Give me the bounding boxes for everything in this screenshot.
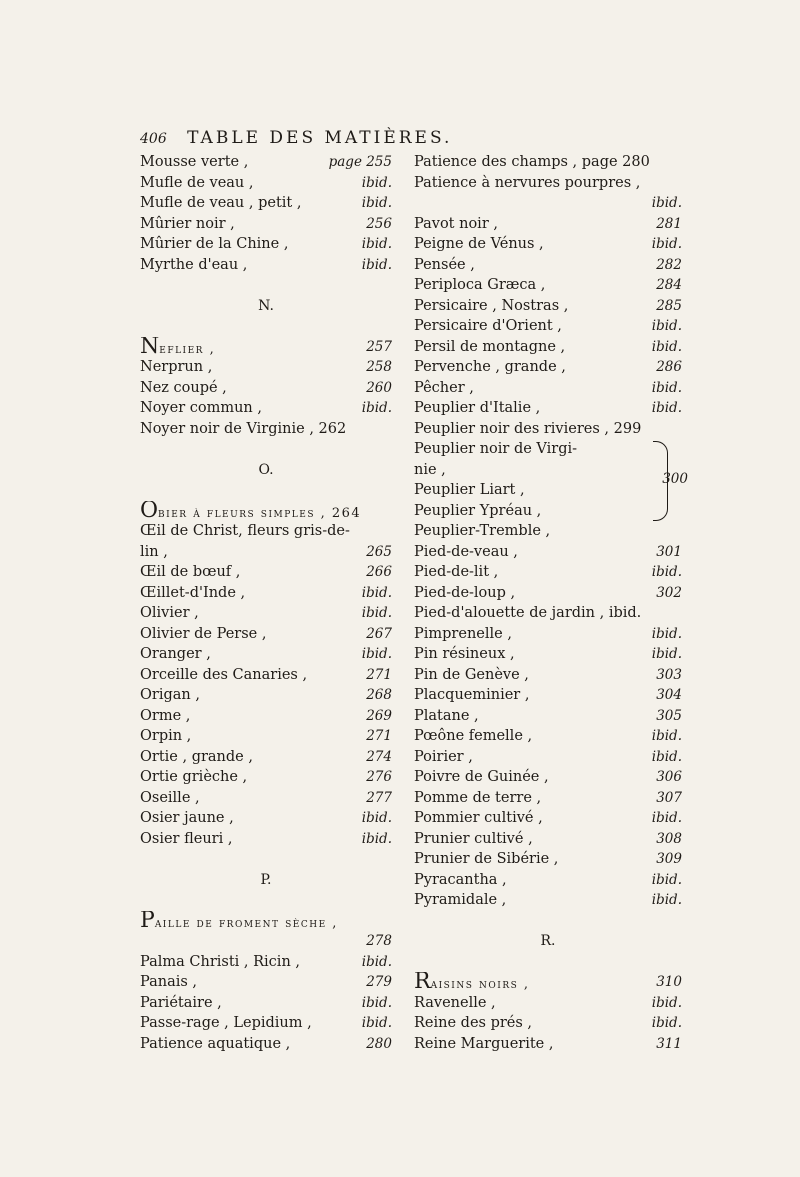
entry-page: ibid.	[651, 892, 682, 908]
entry-page: ibid.	[651, 646, 682, 662]
entry-text: Platane ,	[414, 707, 479, 724]
section-letter: R.	[540, 933, 556, 949]
index-entry	[140, 644, 392, 665]
entry-text: Noyer commun ,	[140, 400, 262, 416]
entry-page: ibid.	[651, 748, 682, 765]
entry-page: 310	[656, 974, 682, 990]
index-entry	[414, 993, 682, 1014]
entry-text: Osier jaune ,	[140, 810, 234, 826]
entry-page: 304	[656, 687, 682, 703]
spacer	[140, 890, 392, 911]
entry-text: Nez coupé ,	[140, 379, 227, 396]
entry-text: Peuplier d'Italie ,	[414, 400, 541, 416]
entry-page: ibid.	[361, 953, 392, 970]
entry-text	[140, 337, 215, 358]
index-entry	[414, 398, 682, 419]
index-entry	[414, 890, 682, 911]
entry-text: Pariétaire ,	[140, 994, 222, 1011]
running-header	[140, 128, 700, 150]
spacer	[140, 275, 392, 296]
entry-page: 285	[656, 297, 682, 314]
entry-page: ibid.	[651, 994, 682, 1011]
entry-page: ibid.	[651, 400, 682, 416]
entry-text: Pied-de-loup ,	[414, 584, 516, 601]
entry-text: Persicaire d'Orient ,	[414, 318, 562, 334]
lead-word: eflier ,	[159, 341, 216, 357]
entry-text: Origan ,	[140, 687, 200, 703]
entry-page: ibid.	[361, 830, 392, 847]
index-column-right	[414, 152, 688, 1054]
entry-page: 267	[366, 625, 392, 642]
entry-text	[140, 501, 361, 522]
entry-page: ibid.	[651, 625, 682, 642]
entry-text: Pavot noir ,	[414, 215, 498, 232]
entry-page: ibid.	[361, 584, 392, 601]
index-entry	[414, 193, 682, 214]
drop-cap: O	[140, 500, 159, 521]
index-entry	[140, 419, 392, 440]
entry-page	[388, 501, 392, 522]
index-entry	[140, 337, 392, 358]
entry-text: Orceille des Canaries ,	[140, 666, 308, 683]
entry-text: Peigne de Vénus ,	[414, 236, 544, 252]
index-entry	[414, 1034, 682, 1055]
entry-text: Patience des champs , page 280	[414, 154, 650, 170]
entry-page: 307	[656, 789, 682, 806]
entry-text: Passe-rage , Lepidium ,	[140, 1015, 312, 1031]
section-letter: O.	[258, 461, 274, 478]
index-entry	[414, 624, 682, 645]
entry-page: 268	[366, 687, 392, 703]
index-entry	[140, 993, 392, 1014]
index-entry	[140, 214, 392, 235]
index-entry	[140, 706, 392, 727]
lead-word: bier à fleurs simples , 264	[158, 505, 362, 521]
entry-page: 257	[366, 338, 392, 355]
entry-text: Oseille ,	[140, 789, 200, 806]
index-entry	[414, 747, 682, 768]
entry-page: 269	[366, 707, 392, 724]
entry-text: Œil de bœuf ,	[140, 564, 241, 580]
entry-page: 276	[366, 769, 392, 785]
entry-text: Persil de montagne ,	[414, 338, 566, 355]
index-entry	[140, 624, 392, 645]
lead-word: aisins noirs ,	[430, 977, 530, 992]
entry-text: Pied-de-veau ,	[414, 543, 518, 560]
index-entry	[414, 255, 682, 276]
entry-text: Patience aquatique ,	[140, 1035, 291, 1052]
index-entry	[414, 214, 682, 235]
index-entry	[414, 501, 682, 522]
entry-page: ibid.	[651, 871, 682, 888]
entry-page	[678, 603, 682, 624]
spacer	[140, 316, 392, 337]
section-letter: P.	[260, 871, 272, 888]
entry-text: Pœône femelle ,	[414, 728, 533, 744]
index-entry	[140, 583, 392, 604]
index-entry	[140, 398, 392, 419]
entry-text: Olivier ,	[140, 605, 199, 621]
entry-page: ibid.	[651, 195, 682, 211]
entry-text: Patience à nervures pourpres ,	[414, 174, 641, 191]
entry-page: 305	[656, 707, 682, 724]
entry-page	[388, 419, 392, 440]
entry-page	[388, 521, 392, 542]
entry-page: ibid.	[361, 236, 392, 252]
lead-word: aille de froment sèche ,	[154, 915, 338, 931]
page-number: 406	[140, 131, 167, 147]
spacer	[414, 911, 682, 932]
entry-text: Pimprenelle ,	[414, 625, 512, 642]
entry-text: Pensée ,	[414, 256, 475, 273]
entry-text: Prunier cultivé ,	[414, 830, 533, 847]
entry-text: Mûrier de la Chine ,	[140, 236, 289, 252]
entry-page: ibid.	[651, 338, 682, 355]
entry-text: Placqueminier ,	[414, 687, 530, 703]
entry-text: Olivier de Perse ,	[140, 625, 267, 642]
entry-text: Pied-de-lit ,	[414, 564, 499, 580]
page-title: TABLE DES MATIÈRES.	[187, 128, 453, 148]
entry-page	[678, 173, 682, 194]
index-entry	[414, 357, 682, 378]
index-entry	[414, 808, 682, 829]
entry-text: Myrthe d'eau ,	[140, 256, 248, 273]
entry-page: ibid.	[361, 256, 392, 273]
index-entry	[414, 562, 682, 583]
entry-page: 277	[366, 789, 392, 806]
entry-text: Periploca Græca ,	[414, 277, 546, 293]
index-entry	[140, 357, 392, 378]
index-entry	[414, 542, 682, 563]
entry-text: lin ,	[140, 543, 168, 560]
index-entry	[140, 234, 392, 255]
index-entry	[414, 829, 682, 850]
entry-text: Peuplier Liart ,	[414, 482, 525, 498]
entry-text: Persicaire , Nostras ,	[414, 297, 569, 314]
entry-page: 258	[366, 359, 392, 375]
entry-page: page 255	[328, 154, 392, 170]
index-entry	[140, 521, 392, 542]
entry-text: Nerprun ,	[140, 359, 213, 375]
index-entry	[414, 275, 682, 296]
index-entry	[414, 1013, 682, 1034]
entry-page: 256	[366, 215, 392, 232]
entry-page: ibid.	[361, 1015, 392, 1031]
entry-page: ibid.	[361, 174, 392, 191]
entry-page: 281	[656, 215, 682, 232]
entry-text: Mousse verte ,	[140, 154, 249, 170]
entry-page: ibid.	[651, 379, 682, 396]
index-entry	[414, 726, 682, 747]
entry-text	[140, 911, 338, 932]
index-entry	[414, 870, 682, 891]
index-entry	[140, 603, 392, 624]
index-entry	[140, 562, 392, 583]
entry-text: Panais ,	[140, 974, 198, 990]
entry-page: 266	[366, 564, 392, 580]
index-entry	[414, 706, 682, 727]
entry-text: Pomme de terre ,	[414, 789, 542, 806]
entry-page: ibid.	[361, 605, 392, 621]
entry-text: Mûrier noir ,	[140, 215, 235, 232]
entry-text: Pin résineux ,	[414, 646, 515, 662]
entry-text: Oranger ,	[140, 646, 211, 662]
entry-text: Œil de Christ, fleurs gris-de-	[140, 523, 350, 539]
index-entry	[140, 665, 392, 686]
entry-text: Mufle de veau , petit ,	[140, 195, 302, 211]
index-entry	[140, 972, 392, 993]
entry-text: Noyer noir de Virginie , 262	[140, 420, 347, 437]
spacer	[414, 952, 682, 973]
entry-text: Osier fleuri ,	[140, 830, 233, 847]
entry-page: 309	[656, 851, 682, 867]
index-entry	[414, 767, 682, 788]
index-entry	[414, 788, 682, 809]
index-entry	[414, 685, 682, 706]
index-entry	[414, 972, 682, 993]
entry-page: 260	[366, 379, 392, 396]
entry-page: 271	[366, 666, 392, 683]
entry-text: Reine des prés ,	[414, 1015, 533, 1031]
index-entry	[414, 378, 682, 399]
entry-page	[388, 911, 392, 932]
index-entry	[140, 911, 392, 932]
entry-page: ibid.	[651, 236, 682, 252]
entry-page: 301	[656, 543, 682, 560]
index-entry	[140, 501, 392, 522]
entry-page: ibid.	[651, 318, 682, 334]
entry-page: 284	[656, 277, 682, 293]
entry-text	[414, 972, 530, 993]
index-entry	[140, 1034, 392, 1055]
entry-page: ibid.	[361, 994, 392, 1011]
entry-page: 278	[366, 933, 392, 949]
entry-page: 300	[662, 471, 688, 487]
entry-page: ibid.	[651, 564, 682, 580]
index-entry	[414, 603, 682, 624]
index-entry	[414, 152, 682, 173]
entry-text: Pied-d'alouette de jardin , ibid.	[414, 605, 642, 621]
index-entry	[414, 173, 682, 194]
index-entry	[414, 234, 682, 255]
index-entry	[140, 747, 392, 768]
index-entry	[140, 952, 392, 973]
index-entry	[414, 583, 682, 604]
entry-text: nie ,	[414, 461, 446, 478]
index-entry	[414, 480, 682, 501]
index-entry	[414, 521, 682, 542]
entry-text: Peuplier-Tremble ,	[414, 523, 551, 539]
index-entry	[414, 337, 682, 358]
entry-page: 303	[656, 666, 682, 683]
entry-page	[678, 419, 682, 440]
index-entry	[414, 849, 682, 870]
entry-text: Peuplier Ypréau ,	[414, 502, 542, 519]
entry-page: 271	[366, 728, 392, 744]
entry-text: Pin de Genève ,	[414, 666, 529, 683]
entry-text: Orpin ,	[140, 728, 192, 744]
drop-cap: P	[140, 910, 155, 931]
index-entry	[414, 665, 682, 686]
index-entry	[414, 439, 682, 460]
brace-group	[414, 439, 688, 542]
index-entry	[140, 173, 392, 194]
entry-page: 306	[656, 769, 682, 785]
drop-cap: R	[414, 972, 431, 993]
entry-page: 280	[366, 1035, 392, 1052]
entry-page: ibid.	[361, 810, 392, 826]
entry-text: Poirier ,	[414, 748, 473, 765]
index-entry	[414, 419, 682, 440]
entry-text: Peuplier noir de Virgi-	[414, 441, 578, 457]
entry-page: 265	[366, 543, 392, 560]
entry-page	[678, 152, 682, 173]
entry-text: Pyracantha ,	[414, 871, 507, 888]
entry-text: Ravenelle ,	[414, 994, 496, 1011]
drop-cap: N	[140, 336, 160, 357]
entry-page: ibid.	[651, 728, 682, 744]
index-entry	[140, 378, 392, 399]
index-entry	[140, 829, 392, 850]
spacer	[140, 439, 392, 460]
entry-text: Ortie grièche ,	[140, 769, 248, 785]
entry-text: Pyramidale ,	[414, 892, 507, 908]
index-entry	[140, 767, 392, 788]
entry-text: Ortie , grande ,	[140, 748, 253, 765]
section-letter: N.	[258, 297, 274, 314]
entry-page: 279	[366, 974, 392, 990]
entry-page: 311	[656, 1035, 682, 1052]
index-column-left	[140, 152, 392, 1054]
entry-text: Pêcher ,	[414, 379, 474, 396]
entry-page: 274	[366, 748, 392, 765]
entry-text: Pommier cultivé ,	[414, 810, 543, 826]
entry-text: Œillet-d'Inde ,	[140, 584, 246, 601]
index-entry	[414, 296, 682, 317]
index-entry	[140, 808, 392, 829]
index-entry	[140, 255, 392, 276]
entry-page: ibid.	[361, 195, 392, 211]
index-entry	[140, 1013, 392, 1034]
entry-text: Prunier de Sibérie ,	[414, 851, 559, 867]
spacer	[140, 480, 392, 501]
entry-text: Mufle de veau ,	[140, 174, 254, 191]
entry-page: ibid.	[651, 810, 682, 826]
entry-text: Poivre de Guinée ,	[414, 769, 549, 785]
entry-page: 302	[656, 584, 682, 601]
entry-page: ibid.	[361, 646, 392, 662]
index-entry	[140, 685, 392, 706]
entry-text: Peuplier noir des rivieres , 299	[414, 420, 642, 437]
index-entry	[414, 316, 682, 337]
entry-text: Orme ,	[140, 707, 191, 724]
entry-text: Reine Marguerite ,	[414, 1035, 554, 1052]
entry-page: 308	[656, 830, 682, 847]
entry-page: 286	[656, 359, 682, 375]
index-entry	[140, 542, 392, 563]
index-entry	[140, 726, 392, 747]
index-entry	[414, 644, 682, 665]
index-entry	[414, 460, 682, 481]
spacer	[140, 849, 392, 870]
index-entry	[140, 931, 392, 952]
entry-text: Pervenche , grande ,	[414, 359, 566, 375]
index-entry	[140, 193, 392, 214]
entry-page: ibid.	[651, 1015, 682, 1031]
entry-page: ibid.	[361, 400, 392, 416]
index-entry	[140, 788, 392, 809]
entry-text: Palma Christi , Ricin ,	[140, 953, 300, 970]
index-entry	[140, 152, 392, 173]
entry-page: 282	[656, 256, 682, 273]
